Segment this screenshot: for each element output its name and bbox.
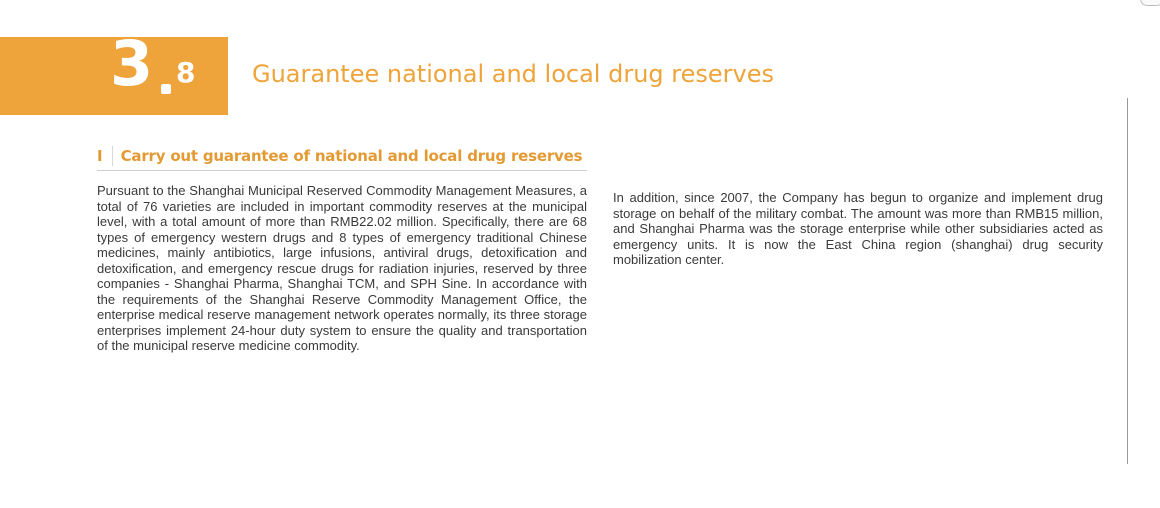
subsection-underline	[97, 170, 587, 171]
body-paragraph-left: Pursuant to the Shanghai Municipal Reserved Commodity Management Measures, a total of 76 varieties are included in important commodity reserves at the municipal level, with a total amount of more than RMB22.02 million. Specifically, there are 68 types of emergency western drugs and 8 types of emergency traditional Chinese medicines, mainly antibiotics, large infusions, antiviral drugs, detoxification and detoxification, and emergency rescue drugs for radiation injuries, reserved by three companies - Shanghai Pharma, Shanghai TCM, and SPH Sine. In accordance with the requirements of the Shanghai Reserve Commodity Management Office, the enterprise medical reserve management network operates normally, its three storage enterprises implement 24-hour duty system to ensure the quality and transportation of the municipal reserve medicine commodity.	[97, 183, 587, 353]
subsection-title: Carry out guarantee of national and local drug reserves	[120, 147, 583, 165]
corner-handle	[1140, 0, 1160, 6]
subsection-divider	[112, 146, 113, 166]
section-number-dot	[161, 84, 171, 94]
section-title: Guarantee national and local drug reserves	[252, 60, 774, 88]
subsection-heading	[97, 146, 587, 166]
section-sub-number: 8	[176, 56, 196, 89]
page-edge-rule	[1127, 98, 1128, 464]
section-number: 3	[110, 27, 153, 100]
subsection-marker: I	[97, 147, 103, 165]
body-paragraph-right: In addition, since 2007, the Company has begun to organize and implement drug storage on behalf of the military combat. The amount was more than RMB15 million, and Shanghai Pharma was the storage enterprise while other subsidiaries acted as emergency units. It is now the East China region (shanghai) drug security mobilization center.	[613, 190, 1103, 267]
